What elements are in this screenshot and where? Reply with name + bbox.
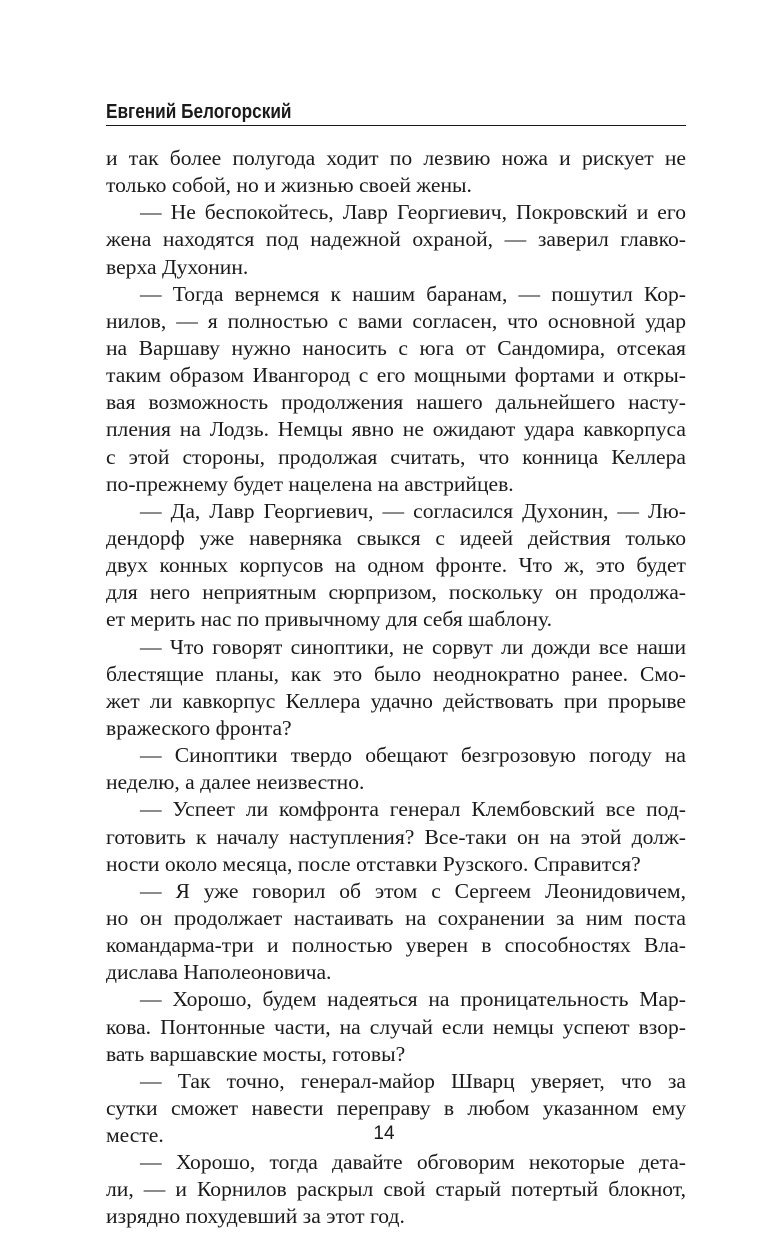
- text-line: вать варшавские мосты, готовы?: [106, 1041, 406, 1066]
- text-line: — Тогда вернемся к нашим баранам, — пошутил Кор-: [140, 281, 686, 306]
- text-line: — Хорошо, тогда давайте обговорим некоторые дета-: [140, 1150, 686, 1175]
- text-line: ет мерить нас по привычному для себя шаблону.: [106, 607, 552, 632]
- header-rule: [106, 125, 686, 126]
- text-line: вражеского фронта?: [106, 715, 292, 740]
- text-line: на Варшаву нужно наносить с юга от Сандомира, отсекая: [106, 335, 686, 360]
- text-line: — Хорошо, будем надеяться на проницательность Мар-: [140, 987, 686, 1012]
- text-line: для него неприятным сюрпризом, поскольку он продолжа-: [106, 580, 686, 605]
- text-line: жет ли кавкорпус Келлера удачно действовать при прорыве: [106, 688, 686, 713]
- text-line: — Да, Лавр Георгиевич, — согласился Духонин, — Лю-: [140, 498, 686, 523]
- text-line: дендорф уже наверняка свыкся с идеей действия только: [106, 525, 686, 550]
- text-line: вая возможность продолжения нашего дальнейшего насту-: [106, 390, 686, 415]
- page-number: 14: [373, 1123, 395, 1144]
- text-line: по-прежнему будет нацелена на австрийцев.: [106, 471, 514, 496]
- text-line: таким образом Ивангород с его мощными фортами и откры-: [106, 363, 686, 388]
- text-line: — Так точно, генерал-майор Шварц уверяет, что за: [140, 1068, 686, 1093]
- text-line: ности около месяца, после отставки Рузского. Справится?: [106, 851, 641, 876]
- text-line: двух конных корпусов на одном фронте. Что ж, это будет: [106, 553, 686, 578]
- text-line: и так более полугода ходит по лезвию ножа и рискует не: [106, 146, 686, 170]
- text-line: нилов, — я полностью с вами согласен, что основной удар: [106, 308, 686, 333]
- text-line: — Не беспокойтесь, Лавр Георгиевич, Покровский и его: [140, 200, 686, 225]
- text-line: дислава Наполеоновича.: [106, 960, 332, 985]
- text-line: только собой, но и жизнью своей жены.: [106, 173, 472, 198]
- text-line: — Я уже говорил об этом с Сергеем Леонидовичем,: [140, 878, 686, 903]
- text-line: жена находятся под надежной охраной, — заверил главко-: [106, 227, 686, 252]
- text-line: пления на Лодзь. Немцы явно не ожидают удара кавкорпуса: [106, 417, 686, 442]
- body-text: [106, 145, 686, 1231]
- text-line: командарма-три и полностью уверен в способностях Вла-: [106, 933, 686, 958]
- text-line: с этой стороны, продолжая считать, что конница Келлера: [106, 444, 686, 469]
- text-line: готовить к началу наступления? Все-таки он на этой долж-: [106, 824, 686, 849]
- text-line: верха Духонин.: [106, 254, 249, 279]
- text-line: блестящие планы, как это было неоднократно ранее. Смо-: [106, 661, 686, 686]
- text-line: месте.: [106, 1123, 164, 1148]
- text-line: — Что говорят синоптики, не сорвут ли дожди все наши: [140, 634, 686, 659]
- text-line: кова. Понтонные части, на случай если немцы успеют взор-: [106, 1014, 686, 1039]
- running-head-author: Евгений Белогорский: [106, 101, 292, 123]
- text-line: сутки сможет навести переправу в любом указанном ему: [106, 1095, 686, 1120]
- text-line: неделю, а далее неизвестно.: [106, 770, 365, 795]
- text-line: ли, — и Корнилов раскрыл свой старый потертый блокнот,: [106, 1177, 686, 1202]
- text-line: — Синоптики твердо обещают безгрозовую погоду на: [140, 743, 686, 768]
- text-line: но он продолжает настаивать на сохранении за ним поста: [106, 905, 686, 930]
- text-line: изрядно похудевший за этот год.: [106, 1204, 405, 1229]
- text-line: — Успеет ли комфронта генерал Клембовский все под-: [140, 797, 686, 822]
